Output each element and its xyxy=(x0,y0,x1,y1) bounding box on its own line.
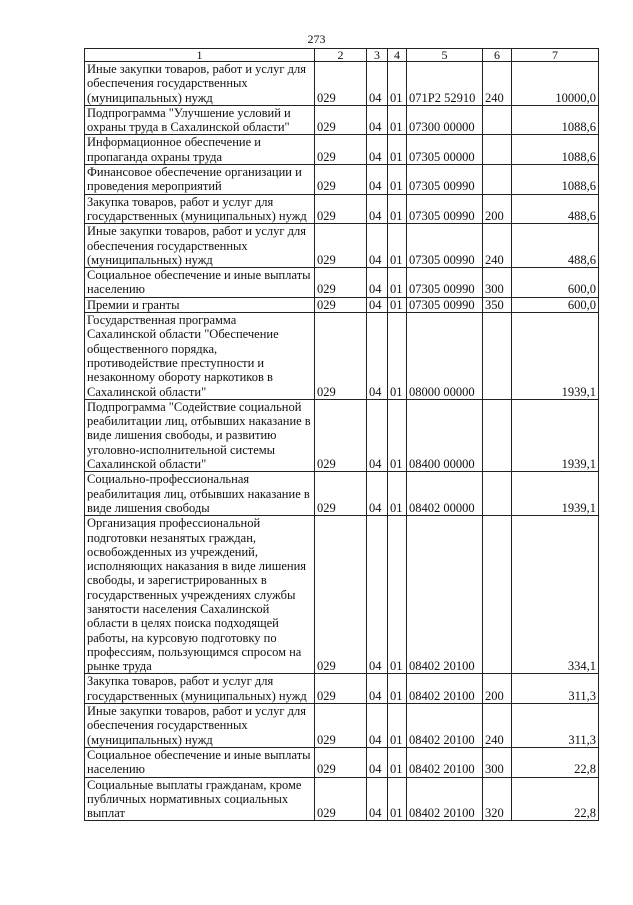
section-code: 04 xyxy=(367,135,388,165)
amount: 10000,0 xyxy=(512,62,599,106)
row-description xyxy=(85,516,315,674)
ministry-code: 029 xyxy=(315,674,367,704)
table-row xyxy=(85,297,599,312)
ministry-code: 029 xyxy=(315,472,367,516)
section-code: 04 xyxy=(367,62,388,106)
amount: 1939,1 xyxy=(512,313,599,400)
description-line: Иные закупки товаров, работ и услуг для xyxy=(87,704,307,719)
amount: 1088,6 xyxy=(512,135,599,165)
table-row xyxy=(85,777,599,821)
description-line: Премии и гранты xyxy=(87,297,180,312)
subsection-code: 01 xyxy=(388,516,407,674)
description-line: рынке труда xyxy=(87,659,152,674)
description-line: государственных (муниципальных) нужд xyxy=(87,688,307,703)
page-number: 273 xyxy=(307,32,326,46)
ministry-code: 029 xyxy=(315,105,367,135)
description-line: реабилитации лиц, отбывших наказание в xyxy=(87,414,311,429)
target-article-code: 07305 00990 xyxy=(407,268,483,298)
description-line: обеспечения государственных xyxy=(87,238,248,253)
description-line: работы, на курсовую подготовку по xyxy=(87,630,277,645)
description-line: публичных нормативных социальных xyxy=(87,791,289,806)
description-line: Социально-профессиональная xyxy=(87,472,250,487)
amount: 1939,1 xyxy=(512,399,599,471)
section-code: 04 xyxy=(367,268,388,298)
target-article-code: 08400 00000 xyxy=(407,399,483,471)
description-line: Государственная программа xyxy=(87,313,237,328)
ministry-code: 029 xyxy=(315,268,367,298)
description-line: противодействие преступности и xyxy=(87,355,265,370)
description-line: Иные закупки товаров, работ и услуг для xyxy=(87,62,307,76)
header-col-5: 5 xyxy=(407,49,483,62)
table-row xyxy=(85,62,599,106)
expense-type-code: 200 xyxy=(483,674,512,704)
description-line: исполняющих наказания в виде лишения xyxy=(87,559,307,574)
subsection-code: 01 xyxy=(388,268,407,298)
section-code: 04 xyxy=(367,777,388,821)
target-article-code: 07305 00000 xyxy=(407,135,483,165)
description-line: уголовно-исполнительной системы xyxy=(87,442,276,457)
table-row xyxy=(85,313,599,400)
table-row xyxy=(85,194,599,224)
subsection-code: 01 xyxy=(388,747,407,777)
target-article-code: 08402 20100 xyxy=(407,777,483,821)
target-article-code: 07305 00990 xyxy=(407,165,483,195)
subsection-code: 01 xyxy=(388,704,407,748)
section-code: 04 xyxy=(367,105,388,135)
expense-type-code xyxy=(483,516,512,674)
table-row xyxy=(85,268,599,298)
ministry-code: 029 xyxy=(315,62,367,106)
subsection-code: 01 xyxy=(388,472,407,516)
header-col-3: 3 xyxy=(367,49,388,62)
row-description xyxy=(85,297,315,312)
table-row xyxy=(85,105,599,135)
table-row xyxy=(85,516,599,674)
subsection-code: 01 xyxy=(388,674,407,704)
section-code: 04 xyxy=(367,194,388,224)
target-article-code: 07305 00990 xyxy=(407,194,483,224)
description-line: подготовки незанятых граждан, xyxy=(87,530,257,545)
description-line: Социальное обеспечение и иные выплаты xyxy=(87,268,311,283)
row-description xyxy=(85,313,315,400)
amount: 1939,1 xyxy=(512,472,599,516)
ministry-code: 029 xyxy=(315,165,367,195)
amount: 488,6 xyxy=(512,194,599,224)
expense-type-code xyxy=(483,165,512,195)
section-code: 04 xyxy=(367,704,388,748)
description-line: реабилитация лиц, отбывших наказание в xyxy=(87,486,310,501)
row-description xyxy=(85,194,315,224)
amount: 600,0 xyxy=(512,268,599,298)
description-line: (муниципальных) нужд xyxy=(87,90,213,105)
row-description xyxy=(85,105,315,135)
description-line: населению xyxy=(87,282,145,297)
subsection-code: 01 xyxy=(388,777,407,821)
target-article-code: 07305 00990 xyxy=(407,224,483,268)
description-line: Закупка товаров, работ и услуг для xyxy=(87,674,274,689)
amount: 22,8 xyxy=(512,777,599,821)
header-col-4: 4 xyxy=(388,49,407,62)
amount: 1088,6 xyxy=(512,105,599,135)
section-code: 04 xyxy=(367,674,388,704)
description-line: Сахалинской области" xyxy=(87,457,207,472)
table-row xyxy=(85,472,599,516)
subsection-code: 01 xyxy=(388,194,407,224)
description-line: Сахалинской области" xyxy=(87,384,207,399)
expense-type-code: 200 xyxy=(483,194,512,224)
budget-table xyxy=(84,48,599,821)
expense-type-code xyxy=(483,472,512,516)
target-article-code: 08402 20100 xyxy=(407,674,483,704)
target-article-code: 07305 00990 xyxy=(407,297,483,312)
subsection-code: 01 xyxy=(388,313,407,400)
description-line: виде лишения свободы xyxy=(87,500,210,515)
table-row xyxy=(85,135,599,165)
subsection-code: 01 xyxy=(388,399,407,471)
ministry-code: 029 xyxy=(315,224,367,268)
header-col-7: 7 xyxy=(512,49,599,62)
description-line: незаконному обороту наркотиков в xyxy=(87,370,273,385)
section-code: 04 xyxy=(367,472,388,516)
description-line: выплат xyxy=(87,806,125,821)
row-description xyxy=(85,777,315,821)
target-article-code: 08402 00000 xyxy=(407,472,483,516)
row-description xyxy=(85,674,315,704)
description-line: Подпрограмма "Улучшение условий и xyxy=(87,105,291,120)
expense-type-code xyxy=(483,135,512,165)
description-line: населению xyxy=(87,762,145,777)
table-row xyxy=(85,165,599,195)
amount: 22,8 xyxy=(512,747,599,777)
row-description xyxy=(85,704,315,748)
subsection-code: 01 xyxy=(388,135,407,165)
subsection-code: 01 xyxy=(388,62,407,106)
ministry-code: 029 xyxy=(315,399,367,471)
description-line: занятости населения Сахалинской xyxy=(87,601,270,616)
ministry-code: 029 xyxy=(315,704,367,748)
description-line: Организация профессиональной xyxy=(87,516,261,531)
table-row xyxy=(85,704,599,748)
amount: 334,1 xyxy=(512,516,599,674)
table-row xyxy=(85,399,599,471)
ministry-code: 029 xyxy=(315,135,367,165)
ministry-code: 029 xyxy=(315,194,367,224)
row-description xyxy=(85,165,315,195)
target-article-code: 08000 00000 xyxy=(407,313,483,400)
target-article-code: 08402 20100 xyxy=(407,516,483,674)
description-line: государственных (муниципальных) нужд xyxy=(87,208,307,223)
row-description xyxy=(85,224,315,268)
amount: 488,6 xyxy=(512,224,599,268)
section-code: 04 xyxy=(367,224,388,268)
description-line: охраны труда в Сахалинской области" xyxy=(87,120,290,135)
description-line: (муниципальных) нужд xyxy=(87,252,213,267)
row-description xyxy=(85,399,315,471)
description-line: профессиям, пользующимся спросом на xyxy=(87,644,302,659)
description-line: Подпрограмма "Содействие социальной xyxy=(87,399,302,414)
row-description xyxy=(85,135,315,165)
subsection-code: 01 xyxy=(388,297,407,312)
target-article-code: 08402 20100 xyxy=(407,747,483,777)
description-line: освобожденных из учреждений, xyxy=(87,544,258,559)
table-row xyxy=(85,224,599,268)
section-code: 04 xyxy=(367,313,388,400)
ministry-code: 029 xyxy=(315,516,367,674)
description-line: Социальные выплаты гражданам, кроме xyxy=(87,777,302,792)
expense-type-code xyxy=(483,313,512,400)
description-line: общественного порядка, xyxy=(87,341,218,356)
description-line: Информационное обеспечение и xyxy=(87,135,261,150)
table-row xyxy=(85,747,599,777)
description-line: Иные закупки товаров, работ и услуг для xyxy=(87,224,307,239)
ministry-code: 029 xyxy=(315,313,367,400)
description-line: (муниципальных) нужд xyxy=(87,732,213,747)
target-article-code: 07300 00000 xyxy=(407,105,483,135)
table-row xyxy=(85,674,599,704)
row-description xyxy=(85,268,315,298)
row-description xyxy=(85,747,315,777)
section-code: 04 xyxy=(367,297,388,312)
header-col-1: 1 xyxy=(85,49,315,62)
expense-type-code xyxy=(483,399,512,471)
description-line: свободы, и зарегистрированных в xyxy=(87,573,267,588)
amount: 1088,6 xyxy=(512,165,599,195)
description-line: виде лишения свободы, и развитию xyxy=(87,428,277,443)
description-line: обеспечения государственных xyxy=(87,718,248,733)
header-col-2: 2 xyxy=(315,49,367,62)
description-line: Сахалинской области "Обеспечение xyxy=(87,327,279,342)
description-line: области в целях поиска подходящей xyxy=(87,616,279,631)
section-code: 04 xyxy=(367,165,388,195)
subsection-code: 01 xyxy=(388,165,407,195)
ministry-code: 029 xyxy=(315,747,367,777)
section-code: 04 xyxy=(367,747,388,777)
subsection-code: 01 xyxy=(388,224,407,268)
ministry-code: 029 xyxy=(315,297,367,312)
expense-type-code: 300 xyxy=(483,268,512,298)
description-line: Закупка товаров, работ и услуг для xyxy=(87,194,274,209)
expense-type-code: 240 xyxy=(483,62,512,106)
amount: 600,0 xyxy=(512,297,599,312)
header-row xyxy=(85,49,599,62)
expense-type-code: 300 xyxy=(483,747,512,777)
section-code: 04 xyxy=(367,399,388,471)
description-line: Социальное обеспечение и иные выплаты xyxy=(87,747,311,762)
target-article-code: 08402 20100 xyxy=(407,704,483,748)
description-line: Финансовое обеспечение организации и xyxy=(87,165,302,180)
expense-type-code xyxy=(483,105,512,135)
row-description xyxy=(85,62,315,106)
row-description xyxy=(85,472,315,516)
expense-type-code: 350 xyxy=(483,297,512,312)
ministry-code: 029 xyxy=(315,777,367,821)
description-line: государственных учреждениях службы xyxy=(87,587,296,602)
description-line: пропаганда охраны труда xyxy=(87,149,223,164)
header-col-6: 6 xyxy=(483,49,512,62)
amount: 311,3 xyxy=(512,704,599,748)
expense-type-code: 240 xyxy=(483,704,512,748)
description-line: проведения мероприятий xyxy=(87,179,222,194)
target-article-code: 071Р2 52910 xyxy=(407,62,483,106)
section-code: 04 xyxy=(367,516,388,674)
subsection-code: 01 xyxy=(388,105,407,135)
expense-type-code: 320 xyxy=(483,777,512,821)
amount: 311,3 xyxy=(512,674,599,704)
description-line: обеспечения государственных xyxy=(87,76,248,91)
expense-type-code: 240 xyxy=(483,224,512,268)
